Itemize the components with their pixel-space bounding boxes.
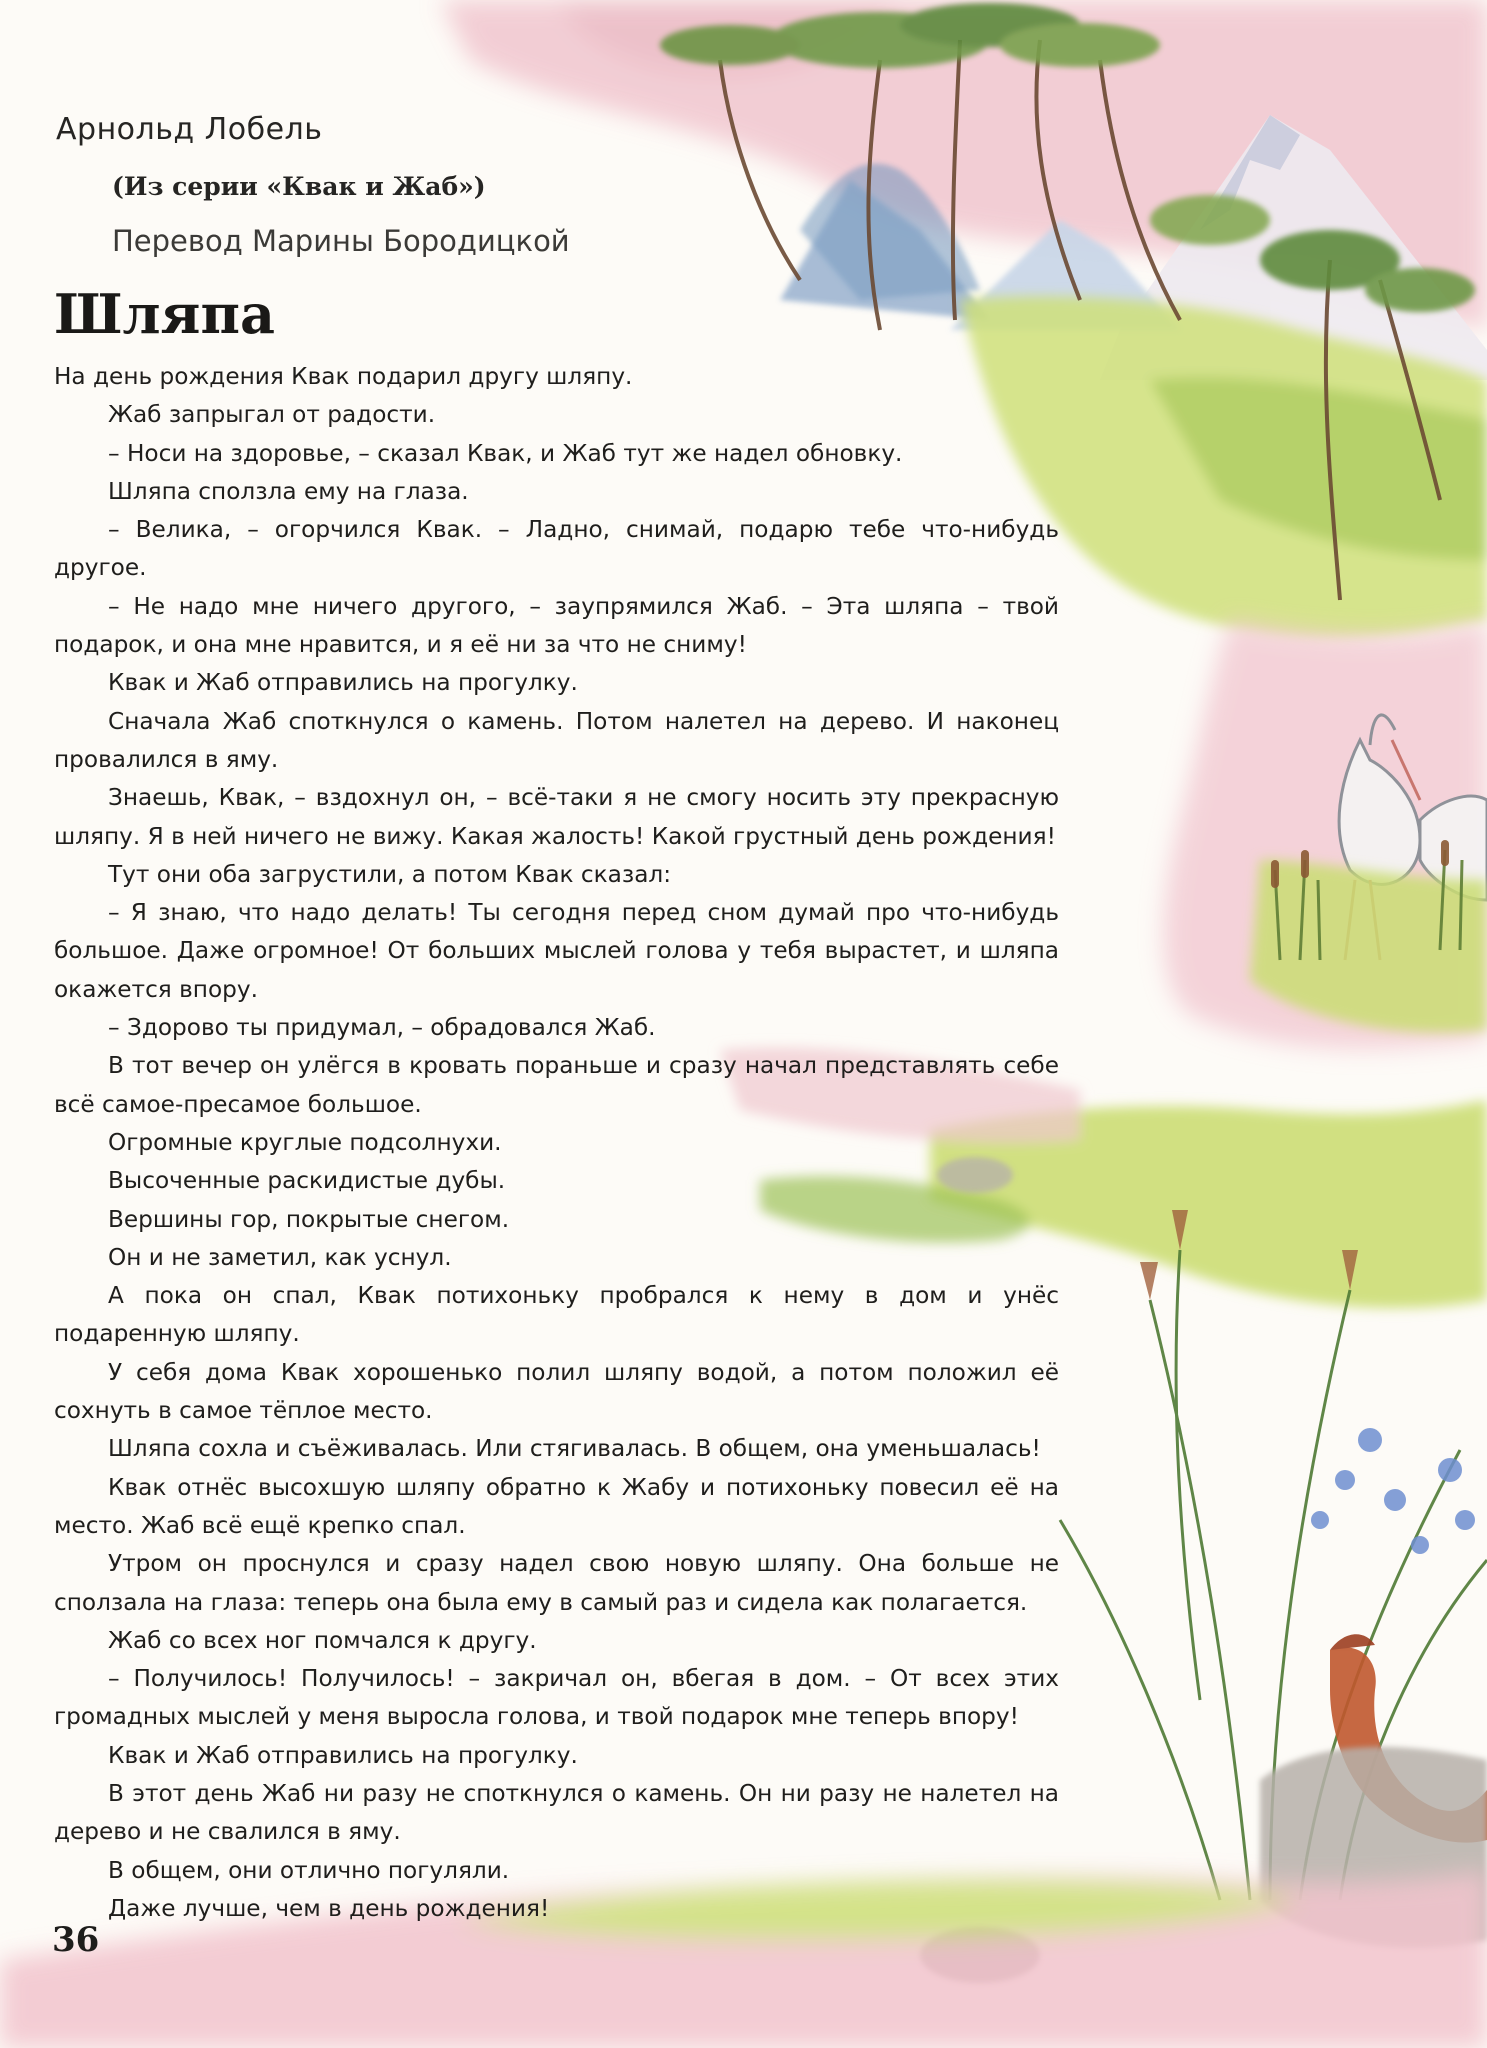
paragraph: Шляпа сохла и съёживалась. Или стягивалась. В общем, она уменьшалась! <box>108 1435 1041 1463</box>
paragraph: – Получилось! Получилось! – закричал он, вбегая в дом. – От всех этих громадных мыслей у меня выросла голова, и твой подарок мне теперь впору! <box>54 1665 1059 1731</box>
paragraph: – Велика, – огорчился Квак. – Ладно, снимай, подарю тебе что-нибудь другое. <box>54 516 1059 582</box>
paragraph: Жаб запрыгал от радости. <box>108 401 436 429</box>
series-subtitle: (Из серии «Квак и Жаб») <box>112 172 486 201</box>
story-body <box>54 358 1059 1928</box>
paragraph: Жаб со всех ног помчался к другу. <box>108 1626 537 1654</box>
paragraph: Высоченные раскидистые дубы. <box>108 1167 506 1195</box>
paragraph: Он и не заметил, как уснул. <box>108 1243 452 1271</box>
paragraph: В тот вечер он улёгся в кровать пораньше и сразу начал представлять себе всё самое-пресамое большое. <box>54 1052 1059 1118</box>
page-number: 36 <box>52 1920 100 1960</box>
paragraph: – Не надо мне ничего другого, – заупрямился Жаб. – Эта шляпа – твой подарок, и она мне нравится, и я её ни за что не сниму! <box>54 592 1059 659</box>
paragraph: Тут они оба загрустили, а потом Квак сказал: <box>108 860 672 888</box>
paragraph: Квак и Жаб отправились на прогулку. <box>108 669 578 697</box>
paragraph: У себя дома Квак хорошенько полил шляпу водой, а потом положил её сохнуть в самое тёплое место. <box>54 1358 1059 1425</box>
paragraph: – Я знаю, что надо делать! Ты сегодня перед сном думай про что-нибудь большое. Даже огромное! От больших мыслей голова у тебя вырастет, и шляпа окажется впору. <box>54 899 1059 1003</box>
paragraph: В общем, они отлично погуляли. <box>108 1856 510 1884</box>
paragraph: В этот день Жаб ни разу не споткнулся о камень. Он ни разу не налетел на дерево и не свалился в яму. <box>54 1779 1059 1846</box>
paragraph: Квак отнёс высохшую шляпу обратно к Жабу и потихоньку повесил её на место. Жаб всё ещё крепко спал. <box>54 1473 1059 1539</box>
paragraph: Даже лучше, чем в день рождения! <box>108 1894 550 1922</box>
paragraph: А пока он спал, Квак потихоньку пробрался к нему в дом и унёс подаренную шляпу. <box>54 1282 1059 1348</box>
paragraph: Огромные круглые подсолнухи. <box>108 1128 502 1156</box>
translator-credit: Перевод Марины Бородицкой <box>112 224 570 258</box>
paragraph: – Носи на здоровье, – сказал Квак, и Жаб тут же надел обновку. <box>108 439 903 467</box>
paragraph: Утром он проснулся и сразу надел свою новую шляпу. Она больше не сползала на глаза: теперь она была ему в самый раз и сидела как полагается. <box>54 1550 1059 1616</box>
paragraph: Шляпа сползла ему на глаза. <box>108 477 469 505</box>
paragraph: Вершины гор, покрытые снегом. <box>108 1205 510 1233</box>
story-title: Шляпа <box>54 282 275 346</box>
paragraph: Знаешь, Квак, – вздохнул он, – всё-таки я не смогу носить эту прекрасную шляпу. Я в ней ничего не вижу. Какая жалость! Какой грустный день рождения! <box>54 784 1059 850</box>
paragraph: Квак и Жаб отправились на прогулку. <box>108 1741 578 1769</box>
paragraph: – Здорово ты придумал, – обрадовался Жаб. <box>108 1014 656 1042</box>
author-name: Арнольд Лобель <box>56 112 323 147</box>
paragraph: Сначала Жаб споткнулся о камень. Потом налетел на дерево. И наконец провалился в яму. <box>54 707 1059 773</box>
paragraph: На день рождения Квак подарил другу шляпу. <box>54 363 633 390</box>
